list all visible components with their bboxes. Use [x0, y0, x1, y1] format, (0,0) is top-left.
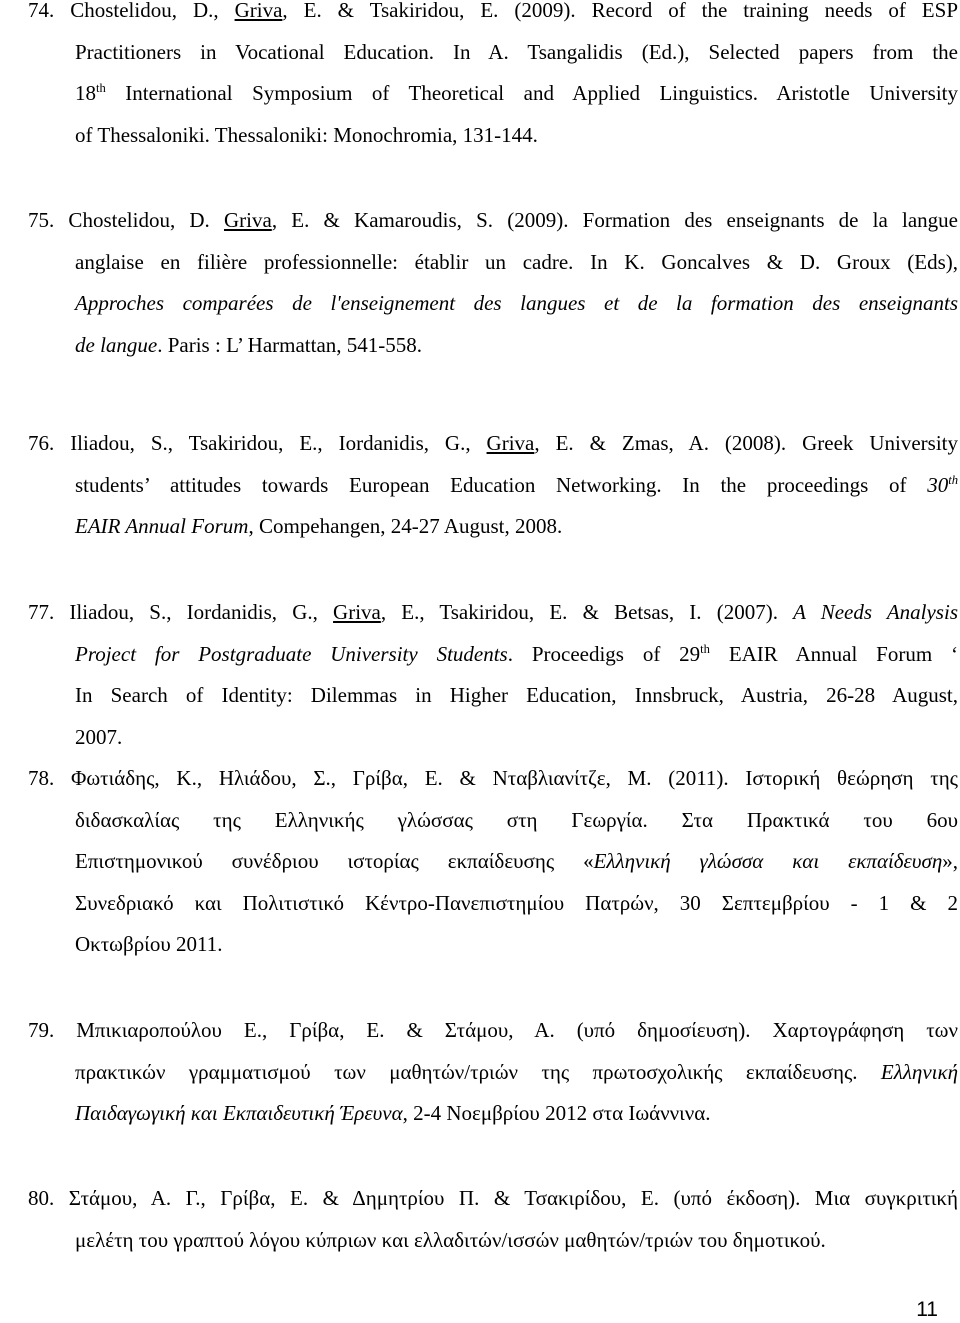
reference-79 [0, 1010, 960, 1135]
author-underlined: Griva [223, 208, 272, 232]
reference-text: Επιστημονικού συνέδριου ιστορίας εκπαίδευσης « [75, 849, 594, 874]
reference-80-line-1 [0, 1178, 958, 1220]
reference-74 [0, 0, 960, 156]
reference-75 [0, 200, 960, 366]
reference-78-line-2 [0, 800, 958, 842]
reference-text: μελέτη του γραπτού λόγου κύπριων και ελλαδιτών/ισσών μαθητών/τριών του δημοτικού. [75, 1227, 826, 1252]
italic-title: Παιδαγωγική και Εκπαιδευτική Έρευνα [75, 1101, 403, 1126]
page-number: 11 [916, 1298, 938, 1321]
reference-78-line-5 [0, 924, 958, 966]
italic-title: A Needs Analysis [793, 600, 958, 624]
reference-74-line-4 [0, 115, 958, 157]
reference-text: διδασκαλίας της Ελληνικής γλώσσας στη Γεωργία. Στα Πρακτικά του 6ου [75, 807, 958, 832]
reference-text: students’ attitudes towards European Education Networking. In the proceedings of [75, 472, 928, 497]
reference-79-line-3 [0, 1093, 958, 1135]
reference-text: 75. Chostelidou, D. [28, 208, 224, 232]
italic-title: Ελληνική γλώσσα και εκπαίδευση [593, 849, 943, 874]
reference-76-line-1 [0, 423, 958, 465]
reference-76 [0, 423, 960, 548]
reference-text: In Search of Identity: Dilemmas in Higher Education, Innsbruck, Austria, 26-28 August, [75, 683, 958, 708]
reference-text: Οκτωβρίου 2011. [75, 932, 223, 957]
italic-title: Ελληνική [880, 1059, 958, 1084]
reference-77-line-4 [0, 717, 958, 759]
italic-title: 30 [927, 472, 949, 497]
reference-text: 76. Iliadou, S., Tsakiridou, E., Iordanidis, G., [28, 431, 487, 455]
reference-text: Practitioners in Vocational Education. In A. Tsangalidis (Ed.), Selected papers from the [75, 39, 958, 64]
reference-77-line-2 [0, 634, 958, 676]
reference-76-line-3 [0, 506, 958, 548]
reference-text: 79. Μπικιαροπούλου Ε., Γρίβα, Ε. & Στάμου, Α. (υπό δημοσίευση). Χαρτογράφηση των [28, 1018, 958, 1042]
reference-75-line-2 [0, 242, 958, 284]
reference-text: EAIR Annual Forum ‘ [709, 641, 959, 666]
reference-text: , E. & Kamaroudis, S. (2009). Formation des enseignants de la langue [271, 208, 958, 232]
reference-text: 2007. [75, 724, 123, 749]
reference-77-line-3 [0, 675, 958, 717]
reference-text: anglaise en filière professionnelle: établir un cadre. In K. Goncalves & D. Groux (Eds), [75, 249, 958, 274]
reference-78-line-1 [0, 758, 958, 800]
reference-80-line-2 [0, 1220, 958, 1262]
reference-text: 74. Chostelidou, D., [28, 0, 235, 22]
reference-text: 78. Φωτιάδης, Κ., Ηλιάδου, Σ., Γρίβα, Ε. & Νταβλιανίτζε, Μ. (2011). Ιστορική θεώρηση της [28, 766, 958, 790]
reference-text: . Paris : L’ Harmattan, 541-558. [157, 332, 423, 357]
reference-text: , Compehangen, 24-27 August, 2008. [248, 514, 563, 539]
author-underlined: Griva [234, 0, 283, 22]
reference-78-line-3 [0, 841, 958, 883]
reference-text: Συνεδριακό και Πολιτιστικό Κέντρο-Πανεπιστημίου Πατρών, 30 Σεπτεμβρίου - 1 & 2 [75, 890, 958, 915]
reference-74-line-1 [0, 0, 958, 32]
reference-text: 18 [75, 81, 96, 106]
reference-text: , E., Tsakiridou, E. & Betsas, I. (2007). [380, 600, 794, 624]
ordinal-superscript: th [948, 472, 958, 487]
italic-title: EAIR Annual Forum [75, 514, 249, 539]
author-underlined: Griva [333, 600, 381, 624]
reference-77 [0, 592, 960, 758]
reference-text: , E. & Tsakiridou, E. (2009). Record of the training needs of ESP [282, 0, 958, 22]
reference-79-line-2 [0, 1052, 958, 1094]
reference-text: , E. & Zmas, A. (2008). Greek University [534, 431, 958, 455]
reference-text: , 2-4 Νοεμβρίου 2012 στα Ιωάννινα. [402, 1101, 711, 1126]
italic-title: Approches comparées de l'enseignement des langues et de la formation des enseignants [75, 291, 958, 316]
reference-79-line-1 [0, 1010, 958, 1052]
reference-75-line-1 [0, 200, 958, 242]
reference-78 [0, 758, 960, 966]
reference-text: 80. Στάμου, Α. Γ., Γρίβα, Ε. & Δημητρίου Π. & Τσακιρίδου, Ε. (υπό έκδοση). Μια συγκριτική [28, 1186, 958, 1210]
reference-text: πρακτικών γραμματισμού των μαθητών/τριών της πρωτοσχολικής εκπαίδευσης. [75, 1059, 881, 1084]
reference-76-line-2 [0, 465, 958, 507]
reference-78-line-4 [0, 883, 958, 925]
reference-74-line-2 [0, 32, 958, 74]
reference-75-line-4 [0, 325, 958, 367]
reference-text: of Thessaloniki. Thessaloniki: Monochromia, 131-144. [75, 122, 538, 147]
ordinal-superscript: th [96, 81, 106, 96]
reference-77-line-1 [0, 592, 958, 634]
italic-title: Project for Postgraduate University Students [75, 641, 508, 666]
reference-80 [0, 1178, 960, 1261]
reference-text: 77. Iliadou, S., Iordanidis, G., [28, 600, 334, 624]
reference-75-line-3 [0, 283, 958, 325]
author-underlined: Griva [486, 431, 535, 455]
reference-text: International Symposium of Theoretical and Applied Linguistics. Aristotle University [105, 81, 958, 106]
reference-text: . Proceedigs of 29 [507, 641, 701, 666]
ordinal-superscript: th [700, 641, 710, 656]
reference-74-line-3 [0, 73, 958, 115]
reference-text: », [942, 849, 958, 874]
italic-title: de langue [75, 332, 158, 357]
